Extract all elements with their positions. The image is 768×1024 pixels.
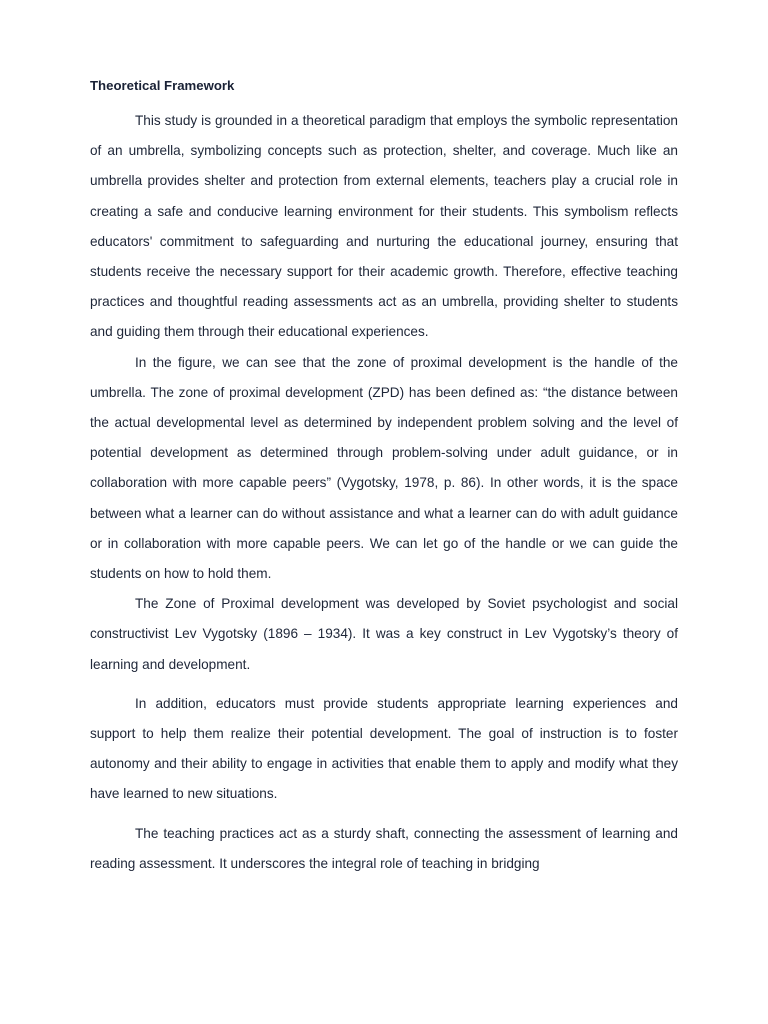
section-heading: Theoretical Framework: [90, 78, 235, 93]
paragraph-educators-support: In addition, educators must provide students appropriate learning experiences and support to help them realize their potential development. The goal of instruction is to foster autonomy and their ability to engage in activities that enable them to apply and modify what they have learned to new situations.: [90, 695, 678, 802]
paragraph-zpd-definition: In the figure, we can see that the zone of proximal development is the handle of the umbrella. The zone of proximal development (ZPD) has been defined as: “the distance between the actual developmental level as determined by independent problem solving and the level of potential development as determined through problem-solving under adult guidance, or in collaboration with more capable peers” (Vygotsky, 1978, p. 86). In other words, it is the space between what a learner can do without assistance and what a learner can do with adult guidance or in collaboration with more capable peers. We can let go of the handle or we can guide the students on how to hold them.: [90, 354, 678, 582]
paragraph-umbrella-paradigm: This study is grounded in a theoretical paradigm that employs the symbolic representation of an umbrella, symbolizing concepts such as protection, shelter, and coverage. Much like an umbrella provides shelter and protection from external elements, teachers play a crucial role in creating a safe and conducive learning environment for their students. This symbolism reflects educators' commitment to safeguarding and nurturing the educational journey, ensuring that students receive the necessary support for their academic growth. Therefore, effective teaching practices and thoughtful reading assessments act as an umbrella, providing shelter to students and guiding them through their educational experiences.: [90, 113, 678, 340]
paragraph-vygotsky: The Zone of Proximal development was developed by Soviet psychologist and social constructivist Lev Vygotsky (1896 – 1934). It was a key construct in Lev Vygotsky’s theory of learning and development.: [90, 596, 678, 672]
paragraph-teaching-shaft: The teaching practices act as a sturdy shaft, connecting the assessment of learning and reading assessment. It underscores the integral role of teaching in bridging: [90, 825, 678, 871]
